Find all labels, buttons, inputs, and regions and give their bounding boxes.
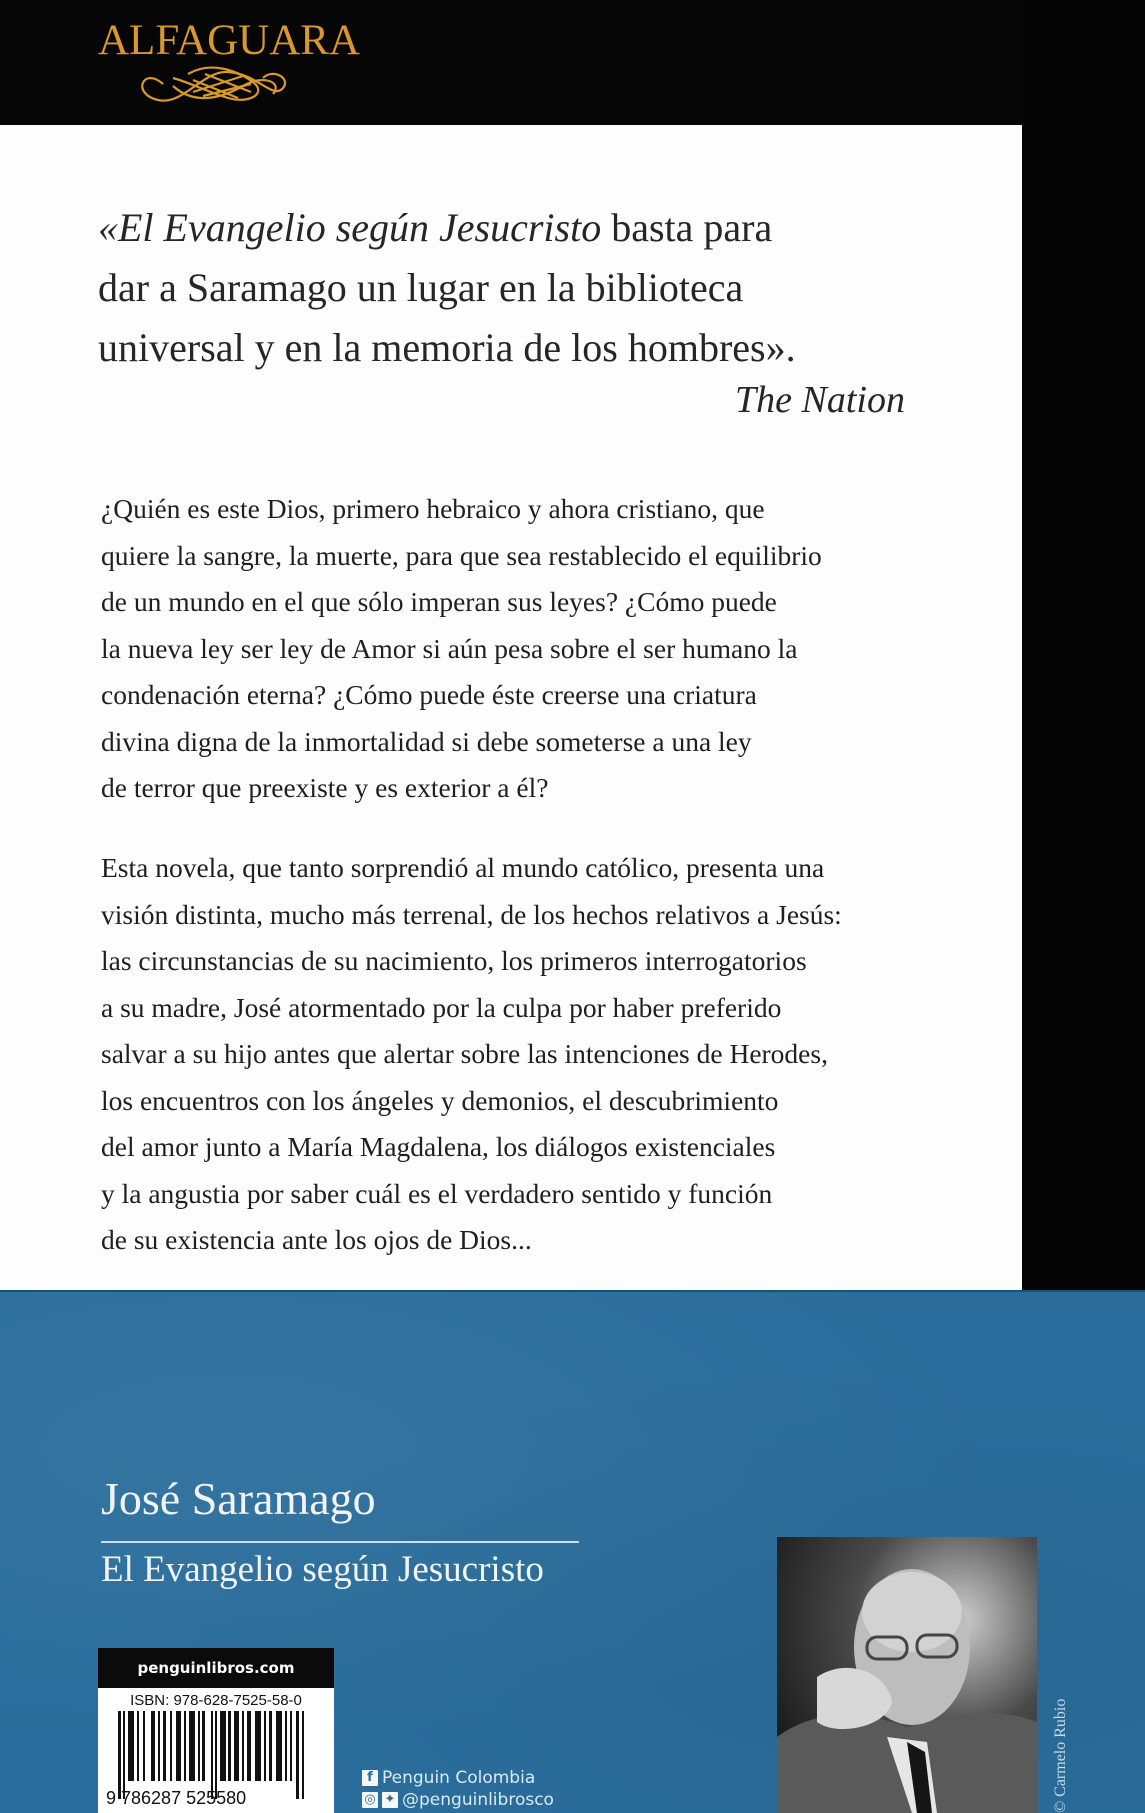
right-black-strip [1022, 0, 1145, 1295]
text-line: visión distinta, mucho más terrenal, de los hechos relativos a Jesús: [101, 898, 842, 930]
quote-line2: dar a Saramago un lugar en la biblioteca [98, 265, 744, 310]
quote-source: The Nation [735, 379, 905, 421]
text-line: de su existencia ante los ojos de Dios... [101, 1224, 532, 1255]
barcode-label [98, 1648, 334, 1813]
photo-credit: © Carmelo Rubio [1052, 1698, 1069, 1813]
title-divider [101, 1541, 579, 1543]
author-photo [777, 1537, 1037, 1813]
review-quote [98, 198, 918, 378]
text-line: del amor junto a María Magdalena, los diálogos existenciales [101, 1131, 776, 1162]
ornament-knot-icon [133, 64, 303, 106]
text-line: y la angustia por saber cuál es el verdadero sentido y función [101, 1177, 773, 1209]
synopsis-paragraph-2 [101, 845, 901, 1264]
text-line: quiere la sangre, la muerte, para que sea restablecido el equilibrio [101, 539, 822, 571]
author-name: José Saramago [101, 1473, 376, 1524]
instagram-twitter-link[interactable] [362, 1789, 554, 1811]
text-line: divina digna de la inmortalidad si debe someterse a una ley [101, 725, 752, 757]
facebook-label: Penguin Colombia [382, 1768, 536, 1788]
publisher-logo [98, 17, 360, 106]
instagram-icon: ◎ [362, 1792, 378, 1808]
author-portrait-image [777, 1537, 1037, 1813]
text-line: de terror que preexiste y es exterior a él? [101, 772, 549, 803]
quote-title: «El Evangelio según Jesucristo [98, 205, 602, 250]
text-line: ¿Quién es este Dios, primero hebraico y ahora cristiano, que [101, 493, 765, 524]
text-line: las circunstancias de su nacimiento, los primeros interrogatorios [101, 945, 807, 976]
barcode-digits: 9 786287 525580 [106, 1788, 247, 1808]
text-line: salvar a su hijo antes que alertar sobre las intenciones de Herodes, [101, 1038, 828, 1069]
text-line: los encuentros con los ángeles y demonios, el descubrimiento [101, 1084, 779, 1116]
synopsis-paragraph-1 [101, 486, 901, 812]
social-links [362, 1767, 554, 1811]
publisher-logo-text: ALFAGUARA [98, 17, 360, 64]
book-title: El Evangelio según Jesucristo [101, 1549, 544, 1590]
quote-line1-rest: basta para [601, 205, 773, 250]
facebook-icon: f [362, 1770, 378, 1786]
barcode-icon [116, 1711, 316, 1799]
text-line: Esta novela, que tanto sorprendió al mundo católico, presenta una [101, 852, 825, 883]
isbn-text: ISBN: 978-628-7525-58-0 [130, 1692, 302, 1709]
text-line: la nueva ley ser ley de Amor si aún pesa sobre el ser humano la [101, 632, 798, 664]
website-link[interactable]: penguinlibros.com [98, 1648, 334, 1688]
social-handle: @penguinlibrosco [402, 1790, 554, 1810]
facebook-link[interactable] [362, 1767, 554, 1789]
text-line: condenación eterna? ¿Cómo puede éste creerse una criatura [101, 679, 757, 710]
quote-line3: universal y en la memoria de los hombres». [98, 325, 796, 370]
text-line: de un mundo en el que sólo imperan sus leyes? ¿Cómo puede [101, 586, 777, 617]
twitter-icon: ✦ [382, 1792, 398, 1808]
text-line: a su madre, José atormentado por la culpa por haber preferido [101, 991, 782, 1023]
